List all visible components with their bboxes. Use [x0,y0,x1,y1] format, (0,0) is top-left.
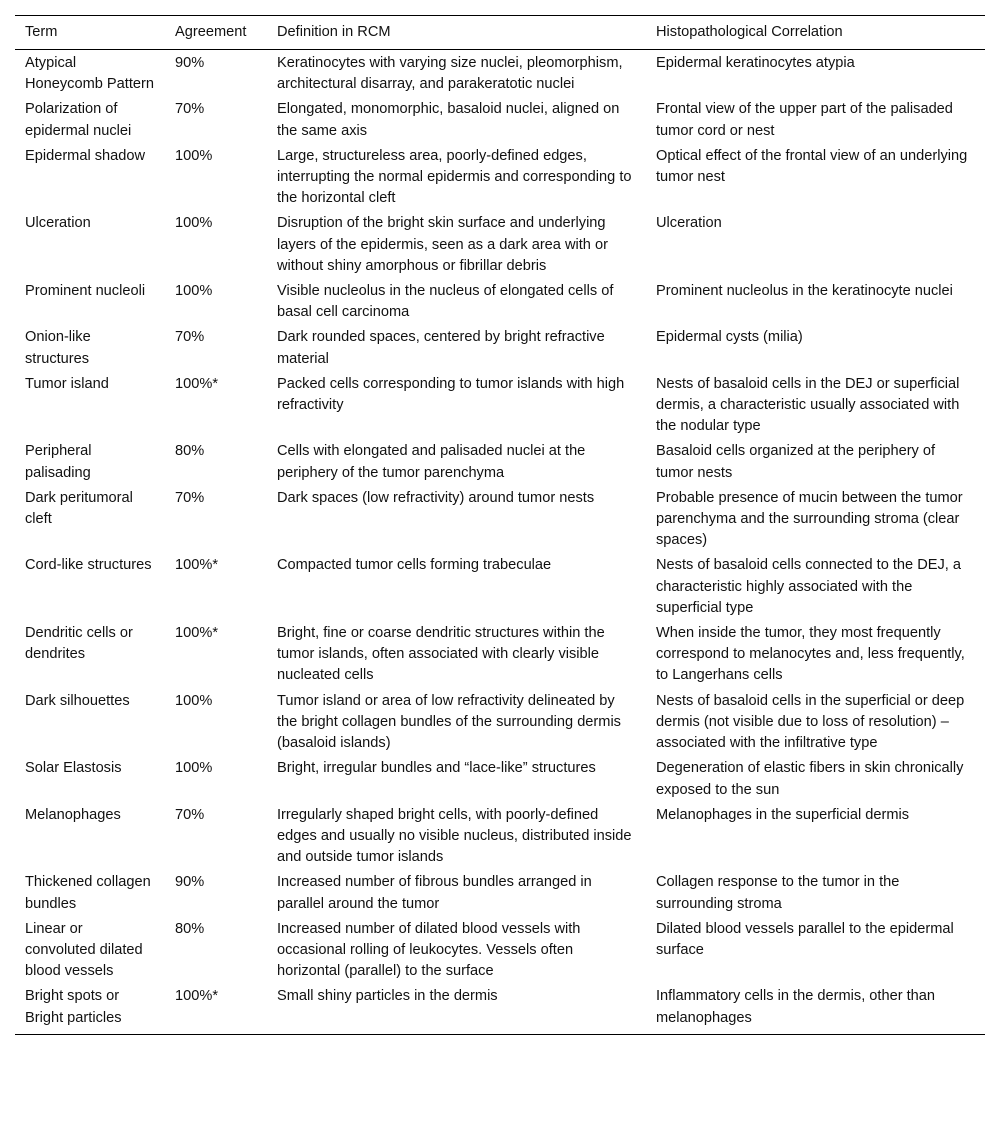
cell-definition: Packed cells corresponding to tumor islands with high refractivity [277,375,625,414]
table-row [15,144,985,212]
cell-term: Onion-like structures [25,329,91,367]
cell-definition: Disruption of the bright skin surface and underlying layers of the epidermis, seen as a dark area with or without shiny amorphous or fibrillar debris [277,215,608,274]
cell-agreement: 80% [175,443,205,460]
cell-agreement: 70% [175,329,205,346]
cell-agreement: 100%* [175,375,219,392]
cell-histopathology: Epidermal cysts (milia) [656,329,803,346]
table-row [15,621,985,689]
table-row [15,325,985,371]
cell-agreement: 100% [175,147,213,164]
cell-term: Atypical Honeycomb Pattern [25,55,154,93]
cell-term: Tumor island [25,375,109,392]
cell-histopathology: Ulceration [656,215,722,232]
cell-term: Bright spots or Bright particles [25,988,122,1026]
cell-agreement: 70% [175,101,205,118]
cell-term: Polarization of epidermal nuclei [25,101,132,139]
header-agreement: Agreement [165,16,267,50]
cell-definition: Cells with elongated and palisaded nuclei at the periphery of the tumor parenchyma [277,443,586,481]
cell-histopathology: Melanophages in the superficial dermis [656,806,910,823]
header-row [15,16,985,50]
cell-histopathology: Probable presence of mucin between the tumor parenchyma and the surrounding stroma (clear spaces) [656,489,963,549]
cell-histopathology: Basaloid cells organized at the periphery of tumor nests [656,443,936,481]
cell-definition: Dark spaces (low refractivity) around tumor nests [277,489,595,506]
cell-term: Linear or convoluted dilated blood vessels [25,920,143,980]
cell-histopathology: Degeneration of elastic fibers in skin chronically exposed to the sun [656,760,964,798]
cell-histopathology: Epidermal keratinocytes atypia [656,55,855,71]
cell-definition: Bright, irregular bundles and “lace-like” structures [277,760,596,777]
cell-definition: Increased number of dilated blood vessels with occasional rolling of leukocytes. Vessels often horizontal (parallel) to the surface [277,920,581,980]
cell-definition: Elongated, monomorphic, basaloid nuclei, aligned on the same axis [277,101,620,139]
cell-histopathology: Optical effect of the frontal view of an underlying tumor nest [656,147,968,186]
rcm-terms-table-container [15,15,985,1035]
table-row [15,553,985,621]
cell-agreement: 100%* [175,988,219,1005]
header-histopathology: Histopathological Correlation [646,16,985,50]
cell-agreement: 80% [175,920,205,937]
cell-histopathology: Inflammatory cells in the dermis, other than melanophages [656,988,936,1026]
header-term: Term [15,16,165,50]
cell-histopathology: Collagen response to the tumor in the surrounding stroma [656,874,900,912]
cell-definition: Small shiny particles in the dermis [277,988,498,1005]
cell-term: Cord-like structures [25,557,152,574]
cell-term: Ulceration [25,215,91,232]
cell-definition: Tumor island or area of low refractivity delineated by the bright collagen bundles of the surrounding dermis (basaloid islands) [277,692,621,752]
cell-term: Peripheral palisading [25,443,92,481]
cell-histopathology: Prominent nucleolus in the keratinocyte nuclei [656,283,953,300]
table-row [15,279,985,325]
table-row [15,211,985,279]
table-row [15,756,985,802]
cell-histopathology: Dilated blood vessels parallel to the epidermal surface [656,920,954,958]
table-row [15,870,985,916]
table-row [15,689,985,757]
cell-definition: Compacted tumor cells forming trabeculae [277,557,552,574]
cell-histopathology: Nests of basaloid cells in the superficial or deep dermis (not visible due to loss of resolution) – associated with the infiltrative type [656,692,965,752]
cell-definition: Visible nucleolus in the nucleus of elongated cells of basal cell carcinoma [277,283,614,321]
cell-term: Dark silhouettes [25,692,130,709]
table-row [15,439,985,485]
table-row [15,917,985,985]
cell-agreement: 100% [175,692,213,709]
cell-agreement: 90% [175,55,205,71]
table-row [15,984,985,1034]
table-header [15,16,985,50]
cell-term: Solar Elastosis [25,760,122,777]
cell-definition: Keratinocytes with varying size nuclei, pleomorphism, architectural disarray, and parakeratotic nuclei [277,55,623,93]
rcm-terms-table [15,15,985,1035]
table-row [15,803,985,871]
cell-definition: Large, structureless area, poorly-defined edges, interrupting the normal epidermis and corresponding to the horizontal cleft [277,147,632,207]
cell-agreement: 70% [175,489,205,506]
cell-definition: Dark rounded spaces, centered by bright refractive material [277,329,605,367]
table-row [15,50,985,98]
cell-definition: Increased number of fibrous bundles arranged in parallel around the tumor [277,874,592,912]
cell-agreement: 100%* [175,557,219,574]
cell-agreement: 100% [175,760,213,777]
cell-agreement: 100%* [175,625,219,642]
cell-term: Melanophages [25,806,121,823]
cell-term: Dendritic cells or dendrites [25,625,133,663]
cell-agreement: 70% [175,806,205,823]
table-row [15,486,985,554]
header-definition: Definition in RCM [267,16,646,50]
cell-term: Epidermal shadow [25,147,146,164]
cell-agreement: 100% [175,215,213,232]
cell-agreement: 90% [175,874,205,891]
cell-definition: Irregularly shaped bright cells, with poorly-defined edges and usually no visible nucleus, distributed inside and outside tumor islands [277,806,632,866]
cell-definition: Bright, fine or coarse dendritic structures within the tumor islands, often associated with clearly visible nucleated cells [277,625,605,684]
table-row [15,372,985,440]
cell-term: Dark peritumoral cleft [25,489,133,528]
cell-term: Thickened collagen bundles [25,874,151,912]
table-row [15,97,985,143]
cell-histopathology: When inside the tumor, they most frequently correspond to melanocytes and, less frequently, to Langerhans cells [656,625,965,684]
cell-term: Prominent nucleoli [25,283,146,300]
cell-histopathology: Frontal view of the upper part of the palisaded tumor cord or nest [656,101,953,139]
cell-agreement: 100% [175,283,213,300]
cell-histopathology: Nests of basaloid cells in the DEJ or superficial dermis, a characteristic usually associated with the nodular type [656,375,960,435]
table-body [15,50,985,1035]
cell-histopathology: Nests of basaloid cells connected to the DEJ, a characteristic highly associated with the superficial type [656,557,962,616]
